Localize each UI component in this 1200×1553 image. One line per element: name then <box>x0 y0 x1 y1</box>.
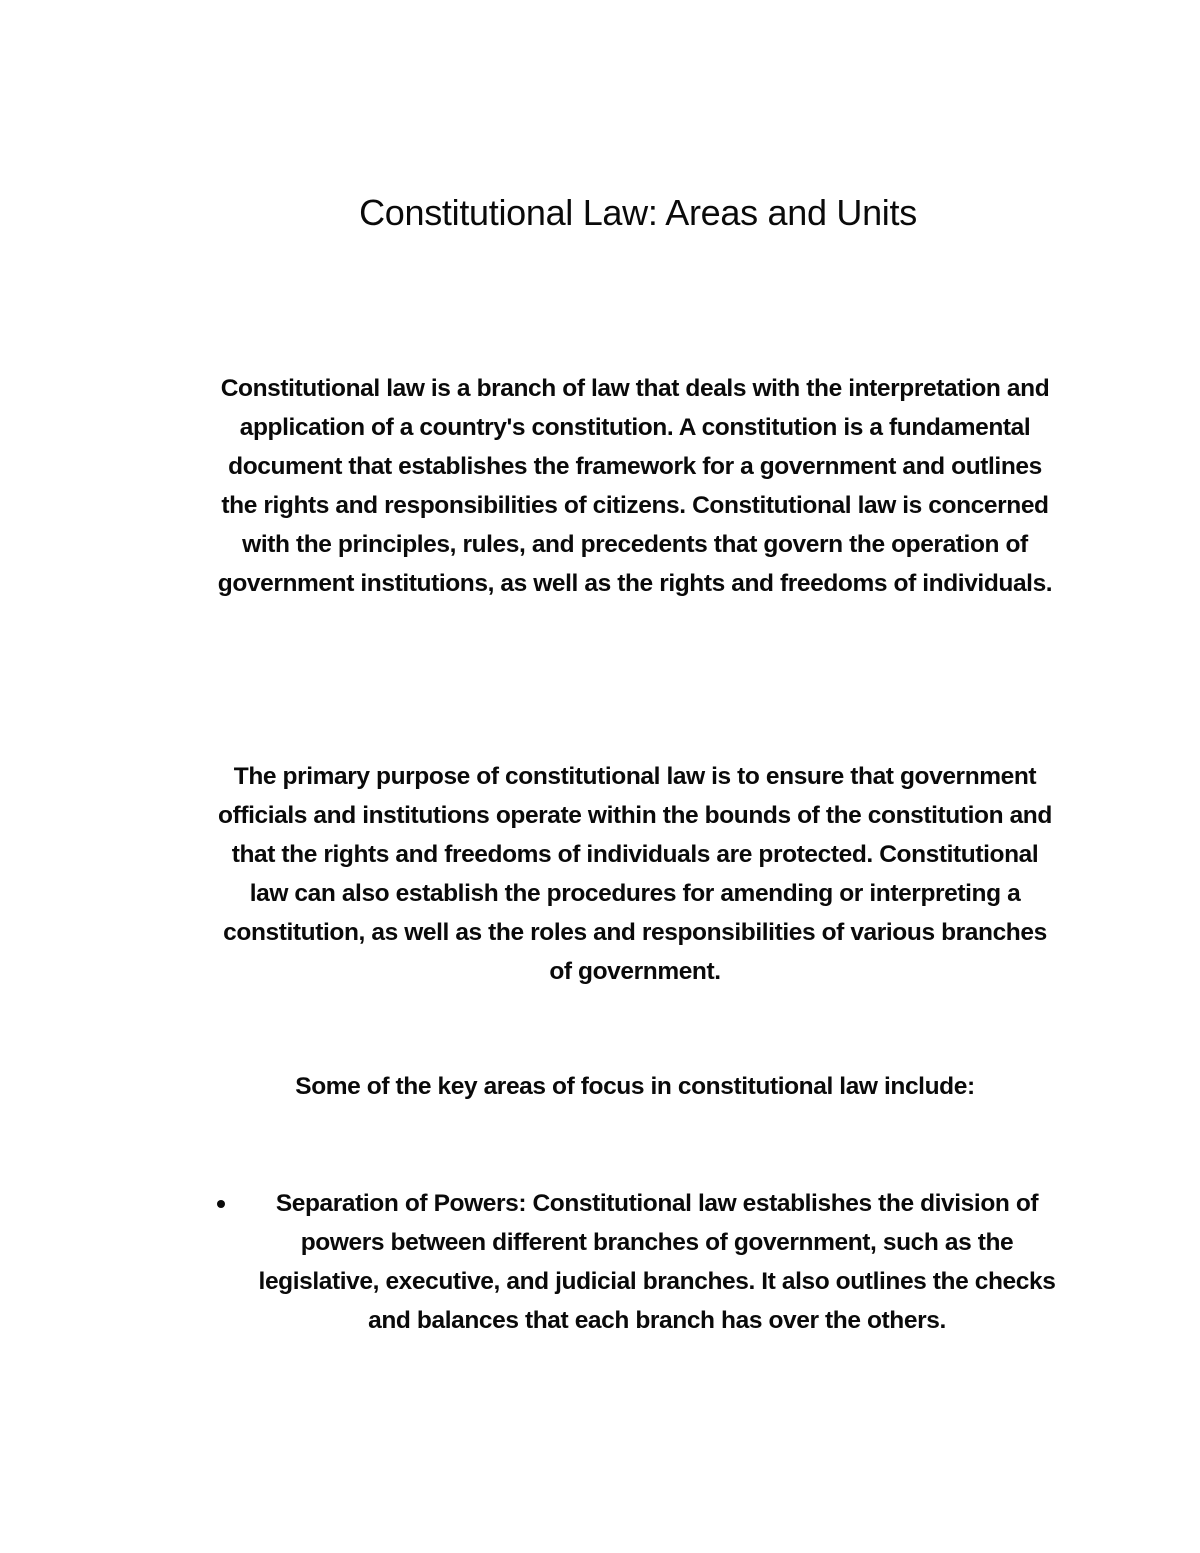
list-item <box>210 1184 1066 1340</box>
intro-paragraph: Constitutional law is a branch of law that deals with the interpretation and application of a country's constitution. A constitution is a fundamental document that establishes the framework for a government and outlines the rights and responsibilities of citizens. Constitutional law is concerned with the principles, rules, and precedents that govern the operation of government institutions, as well as the rights and freedoms of individuals. <box>217 375 1053 597</box>
bullet-icon <box>217 1200 225 1208</box>
key-areas-intro: Some of the key areas of focus in constitutional law include: <box>295 1073 975 1100</box>
list-item-text: Separation of Powers: Constitutional law establishes the division of powers between different branches of government, such as the legislative, executive, and judicial branches. It also outlines the checks and balances that each branch has over the others. <box>258 1190 1056 1334</box>
purpose-paragraph: The primary purpose of constitutional law is to ensure that government officials and institutions operate within the bounds of the constitution and that the rights and freedoms of individuals are protected. Constitutional law can also establish the procedures for amending or interpreting a constitution, as well as the roles and responsibilities of various branches of government. <box>218 763 1052 985</box>
page-title: Constitutional Law: Areas and Units <box>359 192 917 233</box>
key-areas-list <box>210 1184 1066 1340</box>
